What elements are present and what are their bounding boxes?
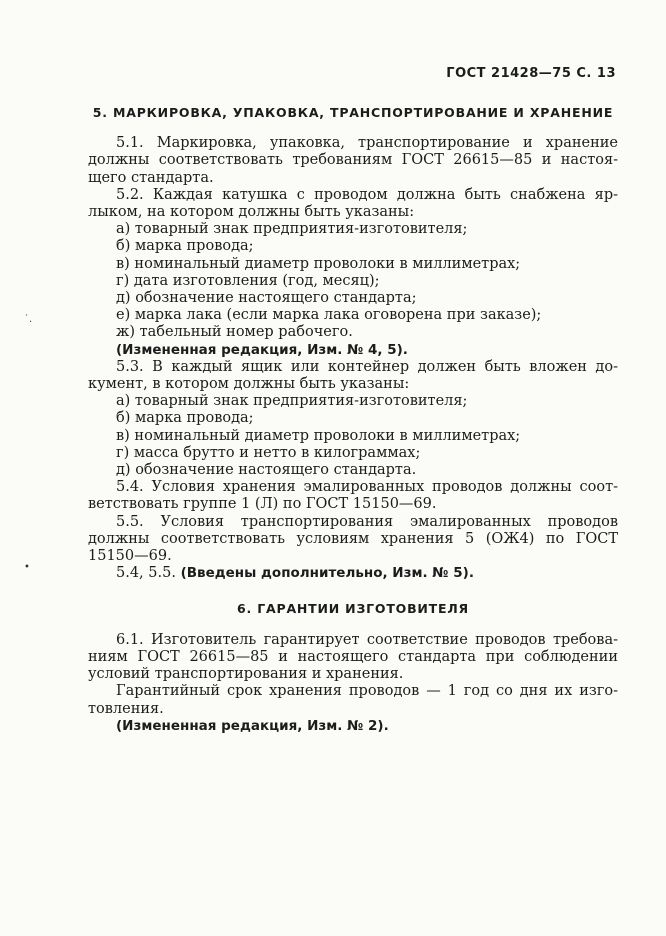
list-item: г) дата изготовления (год, месяц); — [116, 272, 380, 289]
list-item: г) масса брутто и нетто в килограммах; — [116, 444, 421, 461]
amendment-note: (Введены дополнительно, Изм. № 5). — [180, 565, 474, 582]
text-line: лыком, на котором должны быть указаны: — [88, 204, 415, 221]
paragraph-6-1 — [88, 632, 618, 684]
text-line: 5.4. Условия хранения эмалированных проводов должны соот- — [116, 479, 618, 496]
amendment-note-line — [88, 565, 618, 582]
paragraph-5-1 — [88, 135, 618, 187]
list-item: а) товарный знак предприятия-изготовителя; — [116, 221, 468, 238]
paragraph-5-5 — [88, 514, 618, 583]
text-line: товления. — [88, 700, 164, 717]
list-item: ж) табельный номер рабочего. — [116, 324, 353, 341]
text-line: 15150—69. — [88, 548, 172, 565]
list-item: в) номинальный диаметр проволоки в миллиметрах; — [116, 427, 521, 444]
paragraph-6-2 — [88, 683, 618, 735]
page-header: ГОСТ 21428—75 С. 13 — [446, 66, 616, 81]
paragraph-5-3 — [88, 359, 618, 479]
amendment-note-prefix: 5.4, 5.5. — [116, 565, 176, 582]
text-line: кумент, в котором должны быть указаны: — [88, 376, 410, 393]
text-line: 5.5. Условия транспортирования эмалированных проводов — [116, 513, 618, 530]
amendment-note: (Измененная редакция, Изм. № 4, 5). — [116, 341, 408, 358]
section-5-title: 5. МАРКИРОВКА, УПАКОВКА, ТРАНСПОРТИРОВАНИЕ И ХРАНЕНИЕ — [92, 105, 614, 120]
text-line: должны соответствовать условиям хранения 5 (ОЖ4) по ГОСТ — [88, 530, 618, 547]
text-line: 6.1. Изготовитель гарантирует соответствие проводов требова- — [116, 631, 618, 648]
list-item: б) марка провода; — [116, 410, 254, 427]
list-item: д) обозначение настоящего стандарта. — [116, 462, 417, 479]
text-line: 5.1. Маркировка, упаковка, транспортирование и хранение — [116, 135, 618, 152]
list-item: е) марка лака (если марка лака оговорена при заказе); — [116, 307, 542, 324]
text-line: щего стандарта. — [88, 169, 214, 186]
text-line: должны соответствовать требованиям ГОСТ 26615—85 и настоя- — [88, 152, 618, 169]
paragraph-5-2 — [88, 187, 618, 359]
text-line: ветствовать группе 1 (Л) по ГОСТ 15150—69. — [88, 496, 437, 513]
amendment-note: (Измененная редакция, Изм. № 2). — [116, 717, 389, 734]
text-line: 5.2. Каждая катушка с проводом должна быть снабжена яр- — [116, 186, 618, 203]
list-item: в) номинальный диаметр проволоки в миллиметрах; — [116, 255, 521, 272]
scan-speck-mark: • — [24, 562, 30, 573]
list-item: б) марка провода; — [116, 238, 254, 255]
text-line: условий транспортирования и хранения. — [88, 666, 404, 683]
paragraph-5-4 — [88, 479, 618, 513]
text-line: 5.3. В каждый ящик или контейнер должен быть вложен до- — [116, 358, 618, 375]
document-body — [88, 100, 618, 735]
list-item: д) обозначение настоящего стандарта; — [116, 290, 417, 307]
text-line: ниям ГОСТ 26615—85 и настоящего стандарта при соблюдении — [88, 648, 618, 665]
list-item: а) товарный знак предприятия-изготовителя; — [116, 393, 468, 410]
section-6-title: 6. ГАРАНТИИ ИЗГОТОВИТЕЛЯ — [237, 601, 469, 617]
text-line: Гарантийный срок хранения проводов — 1 год со дня их изго- — [116, 683, 618, 700]
scan-speck-mark: ˙. — [24, 314, 33, 325]
